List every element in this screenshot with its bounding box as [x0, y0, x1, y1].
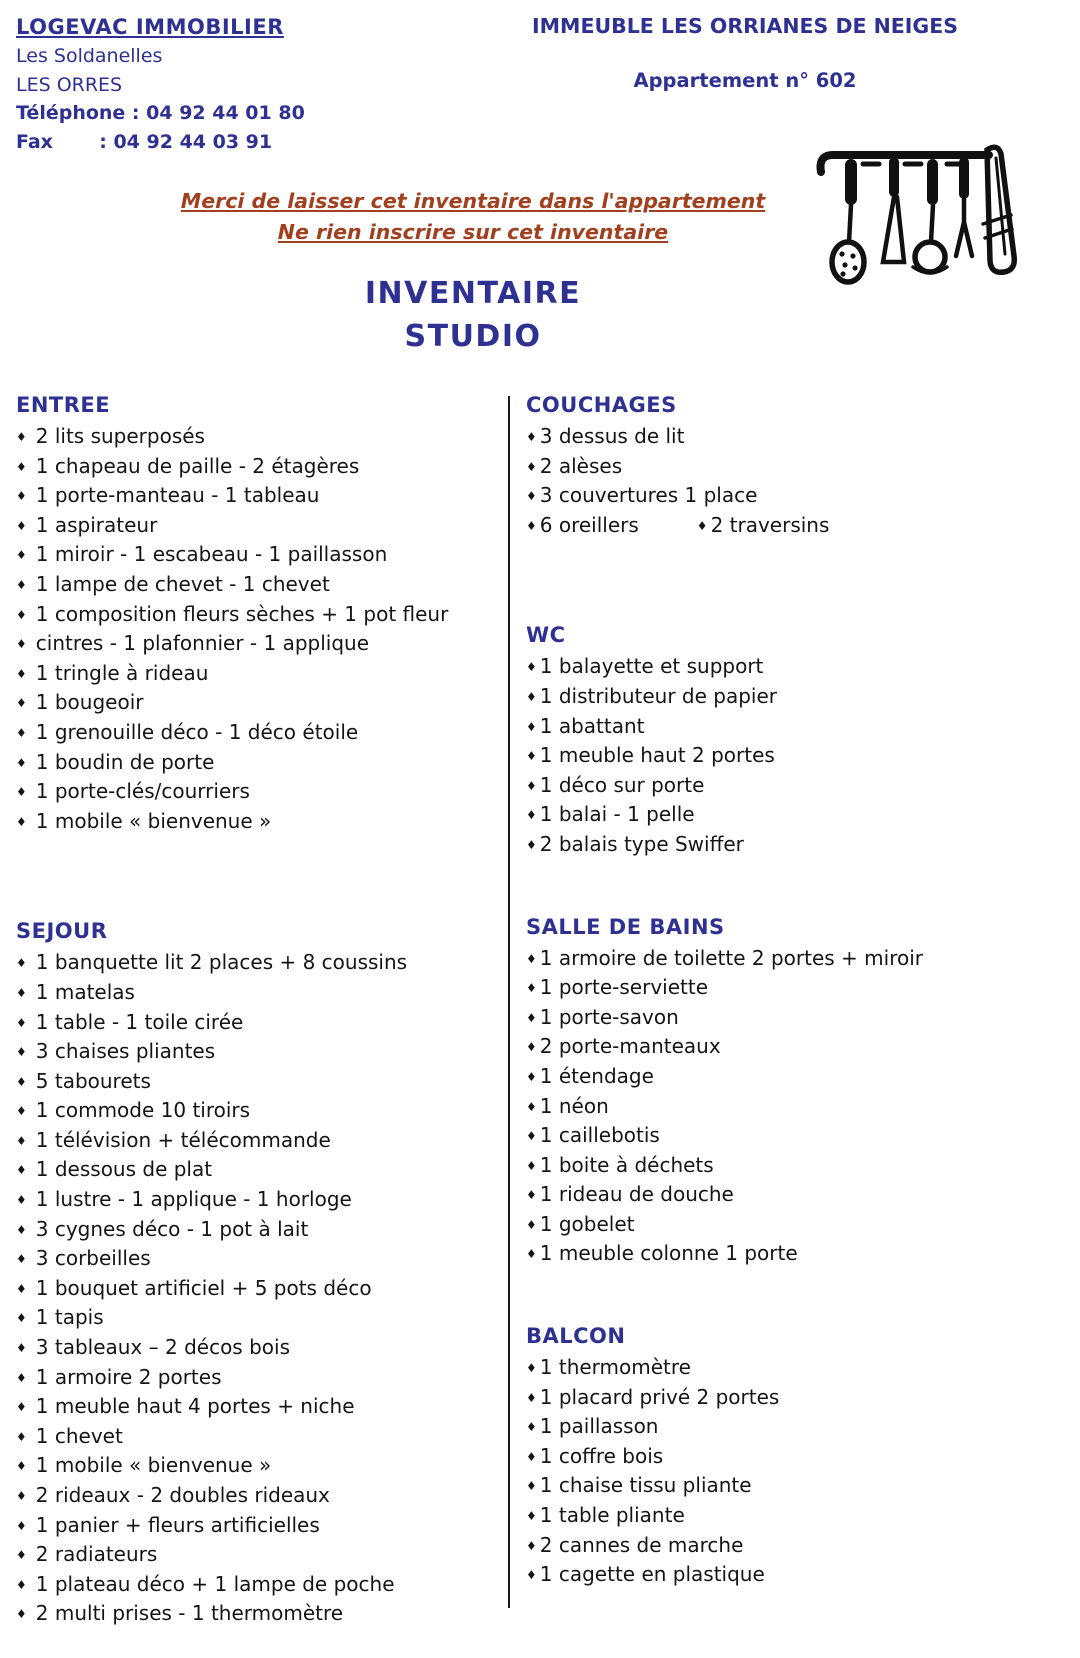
item-text: 3 corbeilles	[35, 1246, 151, 1271]
diamond-bullet-icon: ♦	[526, 1129, 537, 1144]
inventory-item	[16, 1215, 488, 1245]
item-text: 1 grenouille déco - 1 déco étoile	[35, 719, 359, 744]
section-sejour	[16, 916, 488, 1629]
item-text: 1 paillasson	[539, 1414, 659, 1439]
section-heading: COUCHAGES	[526, 393, 677, 417]
diamond-bullet-icon: ♦	[16, 548, 27, 563]
diamond-bullet-icon: ♦	[526, 1361, 537, 1376]
item-text: 2 balais type Swiffer	[539, 831, 744, 856]
inventory-item	[16, 659, 488, 689]
inventory-item	[526, 1531, 1046, 1561]
inventory-item	[526, 1210, 1046, 1240]
item-text: 1 bouquet artificiel + 5 pots déco	[35, 1275, 372, 1300]
notice-line-2: Ne rien inscrire sur cet inventaire	[277, 220, 669, 244]
inventory-item	[16, 1540, 488, 1570]
agency-block	[16, 12, 486, 156]
diamond-bullet-icon: ♦	[526, 778, 537, 793]
diamond-bullet-icon: ♦	[16, 518, 27, 533]
item-text: 1 meuble haut 4 portes + niche	[35, 1394, 355, 1419]
item-text: 1 porte-clés/courriers	[35, 779, 250, 804]
item-text: 1 plateau déco + 1 lampe de poche	[35, 1571, 395, 1596]
item-text: 1 boudin de porte	[35, 749, 215, 774]
inventory-item	[526, 1003, 1046, 1033]
inventory-item	[16, 1303, 488, 1333]
item-text: 1 porte-serviette	[539, 975, 708, 1000]
inventory-item	[16, 1333, 488, 1363]
diamond-bullet-icon: ♦	[526, 689, 537, 704]
inventory-item	[16, 1274, 488, 1304]
section-heading: ENTREE	[16, 393, 111, 417]
inventory-item	[526, 1062, 1046, 1092]
item-text: 1 lustre - 1 applique - 1 horloge	[35, 1187, 352, 1212]
item-text: 1 lampe de chevet - 1 chevet	[35, 571, 330, 596]
inventory-item	[16, 1392, 488, 1422]
title-line-2: STUDIO	[404, 319, 542, 354]
inventory-item	[16, 1363, 488, 1393]
inventory-item	[16, 688, 488, 718]
inventory-item	[16, 540, 488, 570]
section-heading: WC	[526, 623, 566, 648]
item-text: 3 tableaux – 2 décos bois	[35, 1335, 290, 1360]
inventory-item	[16, 1244, 488, 1274]
item-text: 1 télévision + télécommande	[35, 1127, 331, 1152]
item-text: 5 tabourets	[35, 1068, 151, 1093]
kitchen-utensils-rack-icon	[807, 126, 1022, 298]
section-salle-de-bains	[526, 912, 1046, 1270]
item-text: 2 traversins	[710, 512, 830, 537]
item-text: 1 banquette lit 2 places + 8 coussins	[35, 950, 408, 975]
diamond-bullet-icon: ♦	[16, 489, 27, 504]
inventory-item	[526, 741, 1046, 771]
diamond-bullet-icon: ♦	[16, 814, 27, 829]
inventory-item	[526, 944, 1046, 974]
diamond-bullet-icon: ♦	[16, 1281, 27, 1296]
inventory-item	[16, 978, 488, 1008]
inventory-item	[526, 682, 1046, 712]
diamond-bullet-icon: ♦	[526, 1420, 537, 1435]
diamond-bullet-icon: ♦	[16, 1311, 27, 1326]
inventory-item	[16, 807, 488, 837]
agency-phone: Téléphone : 04 92 44 01 80	[16, 102, 305, 124]
item-text: 1 cagette en plastique	[539, 1562, 765, 1587]
diamond-bullet-icon: ♦	[16, 637, 27, 652]
item-text: 1 bougeoir	[35, 690, 144, 715]
diamond-bullet-icon: ♦	[16, 1222, 27, 1237]
diamond-bullet-icon: ♦	[526, 837, 537, 852]
inventory-item	[526, 800, 1046, 830]
diamond-bullet-icon: ♦	[16, 1429, 27, 1444]
inventory-item	[16, 600, 488, 630]
inventory-item	[526, 1239, 1046, 1269]
inventory-item	[526, 1383, 1046, 1413]
diamond-bullet-icon: ♦	[526, 1217, 537, 1232]
diamond-bullet-icon: ♦	[526, 518, 537, 533]
diamond-bullet-icon: ♦	[526, 1568, 537, 1583]
section-heading: SEJOUR	[16, 919, 108, 944]
diamond-bullet-icon: ♦	[16, 1133, 27, 1148]
inventory-item	[16, 718, 488, 748]
inventory-item	[16, 422, 488, 452]
item-text: 1 aspirateur	[35, 512, 158, 537]
inventory-item	[16, 1570, 488, 1600]
item-text: 1 meuble colonne 1 porte	[539, 1241, 798, 1266]
diamond-bullet-icon: ♦	[526, 1069, 537, 1084]
item-text: 1 dessous de plat	[35, 1157, 213, 1182]
inventory-item	[16, 1422, 488, 1452]
diamond-bullet-icon: ♦	[526, 808, 537, 823]
notice-block	[16, 186, 930, 248]
diamond-bullet-icon: ♦	[16, 1045, 27, 1060]
item-text: 1 balai - 1 pelle	[539, 802, 695, 827]
notice-line-1: Merci de laisser cet inventaire dans l'appartement	[180, 189, 766, 213]
item-text: 1 porte-savon	[539, 1004, 679, 1029]
diamond-bullet-icon: ♦	[526, 1509, 537, 1524]
inventory-item	[16, 629, 488, 659]
inventory-item	[526, 1442, 1046, 1472]
diamond-bullet-icon: ♦	[526, 1449, 537, 1464]
diamond-bullet-icon: ♦	[526, 1247, 537, 1262]
diamond-bullet-icon: ♦	[526, 1538, 537, 1553]
item-text: 1 armoire de toilette 2 portes + miroir	[539, 945, 924, 970]
item-text: 2 porte-manteaux	[539, 1034, 721, 1059]
item-text: 1 table pliante	[539, 1503, 685, 1528]
section-balcon	[526, 1321, 1046, 1590]
diamond-bullet-icon: ♦	[16, 785, 27, 800]
inventory-item	[526, 1121, 1046, 1151]
diamond-bullet-icon: ♦	[16, 1489, 27, 1503]
inventory-item	[526, 1353, 1046, 1383]
diamond-bullet-icon: ♦	[526, 1010, 537, 1025]
section-couchages	[526, 390, 1046, 540]
diamond-bullet-icon: ♦	[526, 489, 537, 504]
title-line-1: INVENTAIRE	[364, 276, 582, 311]
inventory-item	[16, 1008, 488, 1038]
item-text: 1 balayette et support	[539, 654, 764, 679]
item-text: 1 boite à déchets	[539, 1152, 714, 1177]
diamond-bullet-icon: ♦	[16, 1577, 27, 1592]
diamond-bullet-icon: ♦	[16, 1607, 27, 1622]
agency-city: LES ORRES	[16, 73, 123, 96]
inventory-item	[526, 1412, 1046, 1442]
inventory-item	[16, 1096, 488, 1126]
diamond-bullet-icon: ♦	[526, 719, 537, 734]
diamond-bullet-icon: ♦	[16, 430, 27, 444]
inventory-item	[526, 712, 1046, 742]
diamond-bullet-icon: ♦	[16, 666, 27, 681]
diamond-bullet-icon: ♦	[16, 1370, 27, 1385]
diamond-bullet-icon: ♦	[526, 1040, 537, 1055]
diamond-bullet-icon: ♦	[16, 956, 27, 971]
left-column	[16, 390, 488, 1629]
item-text: 2 multi prises - 1 thermomètre	[35, 1601, 344, 1626]
document-title	[16, 272, 930, 358]
inventory-item	[526, 1032, 1046, 1062]
inventory-item	[526, 973, 1046, 1003]
diamond-bullet-icon: ♦	[16, 696, 27, 711]
diamond-bullet-icon: ♦	[16, 607, 27, 622]
diamond-bullet-icon: ♦	[526, 430, 537, 444]
building-name: IMMEUBLE LES ORRIANES DE NEIGES	[532, 14, 958, 38]
item-text: 1 porte-manteau - 1 tableau	[35, 483, 320, 508]
item-text: 1 gobelet	[539, 1211, 635, 1236]
section-heading: SALLE DE BAINS	[526, 914, 725, 939]
inventory-item	[16, 1185, 488, 1215]
item-text: 1 caillebotis	[539, 1123, 660, 1148]
diamond-bullet-icon: ♦	[526, 660, 537, 675]
item-text: 3 dessus de lit	[539, 424, 685, 448]
inventory-item	[526, 1092, 1046, 1122]
item-text: 1 abattant	[539, 713, 645, 738]
inventory-columns	[16, 390, 1060, 1629]
diamond-bullet-icon: ♦	[16, 1193, 27, 1208]
inventory-item	[16, 1067, 488, 1097]
section-wc	[526, 620, 1046, 859]
column-divider	[508, 396, 510, 1608]
inventory-item	[526, 1560, 1046, 1590]
item-text: 1 matelas	[35, 979, 135, 1004]
right-column	[488, 390, 1046, 1629]
diamond-bullet-icon: ♦	[526, 1390, 537, 1405]
inventory-item	[16, 1155, 488, 1185]
diamond-bullet-icon: ♦	[526, 951, 537, 966]
diamond-bullet-icon: ♦	[16, 1341, 27, 1356]
diamond-bullet-icon: ♦	[526, 1158, 537, 1173]
item-text: 3 chaises pliantes	[35, 1039, 216, 1064]
section-heading: BALCON	[526, 1324, 626, 1349]
diamond-bullet-icon: ♦	[16, 755, 27, 770]
inventory-item	[16, 570, 488, 600]
inventory-item	[526, 652, 1046, 682]
item-text: 1 tringle à rideau	[35, 660, 209, 685]
inventory-item	[526, 1501, 1046, 1531]
inventory-item	[16, 1037, 488, 1067]
item-text: 1 mobile « bienvenue »	[35, 808, 272, 833]
diamond-bullet-icon: ♦	[16, 1252, 27, 1267]
item-text: cintres - 1 plafonnier - 1 applique	[35, 631, 370, 656]
inventory-item	[16, 748, 488, 778]
agency-residence: Les Soldanelles	[16, 45, 163, 67]
inventory-item	[16, 481, 488, 511]
item-text: 1 chevet	[35, 1423, 123, 1448]
inventory-item	[16, 948, 488, 978]
item-text: 1 étendage	[539, 1063, 654, 1088]
item-text: 2 radiateurs	[35, 1542, 158, 1567]
agency-name: LOGEVAC IMMOBILIER	[16, 15, 284, 39]
inventory-item	[16, 777, 488, 807]
diamond-bullet-icon: ♦	[526, 981, 537, 996]
section-entree	[16, 390, 488, 836]
diamond-bullet-icon: ♦	[16, 1104, 27, 1119]
diamond-bullet-icon: ♦	[526, 1099, 537, 1114]
inventory-item	[526, 1180, 1046, 1210]
item-text: 2 cannes de marche	[539, 1532, 744, 1557]
item-text: 1 placard privé 2 portes	[539, 1384, 780, 1409]
diamond-bullet-icon: ♦	[16, 1400, 27, 1415]
item-text: 2 rideaux - 2 doubles rideaux	[35, 1483, 330, 1507]
item-text: 6 oreillers	[539, 512, 639, 537]
diamond-bullet-icon: ♦	[16, 725, 27, 740]
diamond-bullet-icon: ♦	[16, 459, 27, 474]
diamond-bullet-icon: ♦	[526, 1188, 537, 1203]
item-text: 1 coffre bois	[539, 1443, 664, 1468]
item-text: 3 cygnes déco - 1 pot à lait	[35, 1216, 309, 1241]
inventory-item	[526, 481, 1046, 511]
inventory-item	[16, 1451, 488, 1481]
diamond-bullet-icon: ♦	[16, 1518, 27, 1533]
item-text: 1 thermomètre	[539, 1355, 691, 1380]
item-text: 1 mobile « bienvenue »	[35, 1453, 272, 1478]
inventory-item	[16, 1481, 488, 1511]
item-text: 2 alèses	[539, 453, 623, 478]
diamond-bullet-icon: ♦	[696, 518, 708, 533]
diamond-bullet-icon: ♦	[16, 985, 27, 1000]
item-text: 1 déco sur porte	[539, 772, 705, 797]
inventory-item	[16, 452, 488, 482]
item-text: 1 chaise tissu pliante	[539, 1473, 752, 1498]
inventory-item	[16, 1511, 488, 1541]
diamond-bullet-icon: ♦	[16, 1459, 27, 1474]
item-text: 1 distributeur de papier	[539, 683, 778, 708]
item-text: 1 miroir - 1 escabeau - 1 paillasson	[35, 542, 388, 567]
inventory-item	[526, 830, 1046, 860]
item-text: 1 table - 1 toile cirée	[35, 1009, 244, 1034]
diamond-bullet-icon: ♦	[16, 1015, 27, 1030]
diamond-bullet-icon: ♦	[16, 1163, 27, 1178]
item-text: 1 commode 10 tiroirs	[35, 1098, 251, 1123]
diamond-bullet-icon: ♦	[526, 749, 537, 764]
diamond-bullet-icon: ♦	[526, 1479, 537, 1494]
item-text: 2 lits superposés	[35, 424, 205, 448]
inventory-item	[16, 1126, 488, 1156]
item-text: 1 tapis	[35, 1305, 104, 1330]
item-text: 1 néon	[539, 1093, 609, 1118]
item-text: 1 composition fleurs sèches + 1 pot fleur	[35, 601, 449, 626]
inventory-item	[526, 452, 1046, 482]
inventory-item	[16, 511, 488, 541]
inventory-item	[526, 422, 1046, 452]
inventory-item	[526, 1471, 1046, 1501]
inventory-item	[526, 1151, 1046, 1181]
item-text: 1 meuble haut 2 portes	[539, 743, 775, 768]
item-text: 1 chapeau de paille - 2 étagères	[35, 453, 360, 478]
diamond-bullet-icon: ♦	[526, 459, 537, 474]
diamond-bullet-icon: ♦	[16, 1074, 27, 1089]
item-text: 1 panier + fleurs artificielles	[35, 1512, 320, 1537]
apartment-number: Appartement n° 602	[633, 69, 857, 92]
inventory-item	[526, 511, 1046, 541]
diamond-bullet-icon: ♦	[16, 1548, 27, 1563]
item-text: 1 rideau de douche	[539, 1182, 734, 1207]
agency-fax: Fax : 04 92 44 03 91	[16, 130, 273, 153]
inventory-item	[16, 1599, 488, 1629]
inventory-item	[526, 771, 1046, 801]
diamond-bullet-icon: ♦	[16, 577, 27, 592]
item-text: 3 couvertures 1 place	[539, 483, 758, 508]
item-text: 1 armoire 2 portes	[35, 1364, 222, 1389]
